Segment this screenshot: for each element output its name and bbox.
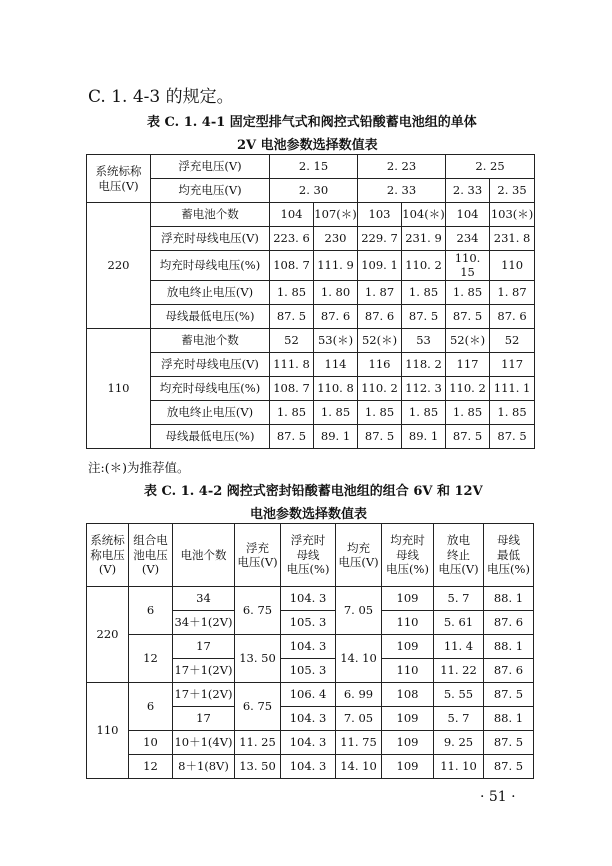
table2-cell-min-bus: 88. 1 — [484, 707, 534, 731]
table2-header-line: 组合电 — [133, 533, 168, 548]
table2-cell-equal-v: 6. 99 — [336, 683, 382, 707]
table1-row — [87, 328, 535, 352]
battery-combination-parameter-table — [86, 523, 534, 779]
table2-cell-sys: 220 — [87, 587, 129, 683]
table2-cell-equal-bus: 109 — [382, 755, 434, 779]
table2-cell-float-bus: 104. 3 — [281, 587, 336, 611]
table1-row-label: 蓄电池个数 — [151, 203, 270, 227]
table1-cell: 117 — [446, 352, 490, 376]
table1-cell: 229. 7 — [358, 227, 402, 251]
table2-cell-min-bus: 88. 1 — [484, 635, 534, 659]
table2-cell-min-bus: 87. 6 — [484, 611, 534, 635]
table1-cell: 87. 5 — [270, 304, 314, 328]
table1-cell: 1. 85 — [270, 400, 314, 424]
table1-cell: 87. 5 — [446, 424, 490, 448]
table1-float-value: 2. 15 — [270, 155, 358, 179]
table2-cell-equal-bus: 109 — [382, 707, 434, 731]
table1-row — [87, 227, 535, 251]
table2-cell-equal-bus: 110 — [382, 611, 434, 635]
table2-header-line: 电压(%) — [286, 562, 330, 577]
table2-cell-float-bus: 104. 3 — [281, 707, 336, 731]
table1-row — [87, 304, 535, 328]
table1-cell: 1. 85 — [270, 280, 314, 304]
table1-cell: 103 — [358, 203, 402, 227]
table2-cell-count: 17 — [173, 635, 235, 659]
table1-cell: 111. 8 — [270, 352, 314, 376]
table1-cell: 110 — [490, 251, 535, 281]
table2-header-line: 均充 — [347, 540, 370, 555]
table1-row-label: 蓄电池个数 — [151, 328, 270, 352]
table1-row-label: 放电终止电压(V) — [151, 400, 270, 424]
table1-cell: 87. 5 — [490, 424, 535, 448]
table1-cell: 110. 15 — [446, 251, 490, 281]
table2-cell-float-v: 13. 50 — [235, 755, 281, 779]
table1-row-label: 母线最低电压(%) — [151, 304, 270, 328]
table2-caption-line1: 表 C. 1. 4-2 阀控式密封铅酸蓄电池组的组合 6V 和 12V — [144, 484, 483, 499]
table2-header-cell — [382, 524, 434, 587]
table2-row — [87, 755, 534, 779]
table2-cell-end-v: 5. 61 — [434, 611, 484, 635]
table2-cell-comb: 10 — [129, 731, 173, 755]
table1-cell: 223. 6 — [270, 227, 314, 251]
table1-cell: 234 — [446, 227, 490, 251]
table2-cell-min-bus: 87. 5 — [484, 683, 534, 707]
table2-cell-equal-bus: 109 — [382, 731, 434, 755]
table1-cell: 104 — [446, 203, 490, 227]
intro-text: C. 1. 4-3 的规定。 — [88, 87, 234, 107]
table1-equal-value: 2. 35 — [490, 179, 535, 203]
table2-header-line: 电压(V) — [237, 555, 278, 569]
table1-cell: 108. 7 — [270, 251, 314, 281]
table1-cell: 1. 85 — [446, 400, 490, 424]
table2-caption-line2: 电池参数选择数值表 — [250, 507, 368, 522]
table1-cell: 110. 2 — [402, 251, 446, 281]
table2-cell-end-v: 11. 10 — [434, 755, 484, 779]
table2-header-row — [87, 524, 534, 587]
table1-row-label: 浮充时母线电压(V) — [151, 227, 270, 251]
table2-body — [87, 587, 534, 779]
table1-cell: 1. 85 — [402, 280, 446, 304]
table1-row — [87, 400, 535, 424]
table1-float-value: 2. 25 — [446, 155, 535, 179]
table1-cell: 108. 7 — [270, 376, 314, 400]
table2-cell-comb: 12 — [129, 755, 173, 779]
page-number: · 51 · — [480, 789, 516, 805]
table2-cell-float-v: 13. 50 — [235, 635, 281, 683]
table1-cell: 104 — [270, 203, 314, 227]
table1-equal-value: 2. 30 — [270, 179, 358, 203]
table2-cell-float-v: 11. 25 — [235, 731, 281, 755]
table1-cell: 231. 9 — [402, 227, 446, 251]
table2-cell-end-v: 5. 55 — [434, 683, 484, 707]
table2-header-cell — [87, 524, 129, 587]
table1-cell: 1. 80 — [314, 280, 358, 304]
table1-cell: 89. 1 — [314, 424, 358, 448]
table2-row — [87, 731, 534, 755]
table2-cell-min-bus: 87. 5 — [484, 731, 534, 755]
table2-cell-count: 17＋1(2V) — [173, 659, 235, 683]
table1-row-label: 均充时母线电压(%) — [151, 376, 270, 400]
table2-cell-float-v: 6. 75 — [235, 683, 281, 731]
table1-cell: 87. 6 — [490, 304, 535, 328]
table1-caption-line1: 表 C. 1. 4-1 固定型排气式和阀控式铅酸蓄电池组的单体 — [147, 115, 477, 130]
table2-cell-count: 8＋1(8V) — [173, 755, 235, 779]
table2-cell-count: 17 — [173, 707, 235, 731]
table2-header-line: 电压(%) — [386, 562, 429, 577]
table1-cell: 52 — [270, 328, 314, 352]
table2-header-line: 终止 — [447, 547, 470, 562]
table2-cell-comb: 6 — [129, 683, 173, 731]
table1-cell: 111. 9 — [314, 251, 358, 281]
table1-row-label: 浮充时母线电压(V) — [151, 352, 270, 376]
table2-header-line: 电压(V) — [438, 562, 479, 577]
battery-2v-parameter-table — [86, 154, 535, 449]
table1-corner-line2: 电压(V) — [98, 178, 139, 193]
table2-header-line: 系统标 — [90, 533, 125, 548]
table1-row — [87, 203, 535, 227]
table2-header-cell — [235, 524, 281, 587]
table2-cell-comb: 6 — [129, 587, 173, 635]
table2-cell-float-bus: 104. 3 — [281, 731, 336, 755]
table1-float-value: 2. 23 — [358, 155, 446, 179]
table1-cell: 52(＊) — [358, 328, 402, 352]
table1-body — [87, 203, 535, 449]
table1-equal-value: 2. 33 — [358, 179, 446, 203]
table2-cell-float-bus: 104. 3 — [281, 635, 336, 659]
table1-cell: 1. 85 — [490, 400, 535, 424]
table2-cell-min-bus: 88. 1 — [484, 587, 534, 611]
table2-header-cell — [281, 524, 336, 587]
table1-cell: 87. 5 — [446, 304, 490, 328]
table1-cell: 53 — [402, 328, 446, 352]
table1-row — [87, 424, 535, 448]
table1-row — [87, 251, 535, 281]
table1-cell: 1. 85 — [446, 280, 490, 304]
table2-cell-equal-v: 14. 10 — [336, 755, 382, 779]
table1-cell: 118. 2 — [402, 352, 446, 376]
table1-cell: 231. 8 — [490, 227, 535, 251]
table1-cell: 87. 5 — [270, 424, 314, 448]
table1-row — [87, 352, 535, 376]
table2-header-line: 放电 — [447, 533, 470, 548]
table1-cell: 1. 87 — [490, 280, 535, 304]
table1-cell: 111. 1 — [490, 376, 535, 400]
table2-cell-float-bus: 104. 3 — [281, 755, 336, 779]
table2-cell-float-bus: 105. 3 — [281, 659, 336, 683]
table1-equal-value: 2. 33 — [446, 179, 490, 203]
table2-header-line: 浮充时 — [290, 533, 326, 548]
table1-cell: 87. 5 — [402, 304, 446, 328]
table2-header-line: 电压(%) — [487, 562, 530, 577]
table2-cell-end-v: 11. 22 — [434, 659, 484, 683]
table1-system-voltage: 110 — [87, 328, 151, 448]
table1-cell: 52 — [490, 328, 535, 352]
table2-header-line: 母线 — [296, 547, 320, 562]
table2-header-line: 浮充 — [246, 540, 269, 555]
table2-cell-equal-v: 11. 75 — [336, 731, 382, 755]
table2-cell-equal-bus: 109 — [382, 587, 434, 611]
table2-cell-float-bus: 106. 4 — [281, 683, 336, 707]
table1-cell: 1. 85 — [358, 400, 402, 424]
table2-cell-end-v: 5. 7 — [434, 587, 484, 611]
table2-cell-min-bus: 87. 6 — [484, 659, 534, 683]
table2-cell-count: 34 — [173, 587, 235, 611]
table1-cell: 230 — [314, 227, 358, 251]
table1-cell: 87. 5 — [358, 424, 402, 448]
table1-row-label: 放电终止电压(V) — [151, 280, 270, 304]
table2-cell-equal-bus: 108 — [382, 683, 434, 707]
table2-header-cell — [129, 524, 173, 587]
table1-note: 注:(＊)为推荐值。 — [88, 460, 190, 475]
table2-header-line: 电压(V) — [338, 555, 379, 569]
table1-cell: 87. 6 — [314, 304, 358, 328]
table2-header-line: 母线 — [396, 547, 419, 562]
table1-cell: 110. 2 — [358, 376, 402, 400]
table1-corner-line1: 系统标称 — [95, 164, 142, 179]
table2-header-line: 称电压 — [90, 547, 125, 562]
table2-cell-count: 17＋1(2V) — [173, 683, 235, 707]
table2-cell-end-v: 9. 25 — [434, 731, 484, 755]
table1-cell: 1. 87 — [358, 280, 402, 304]
table1-row — [87, 280, 535, 304]
table2-row — [87, 635, 534, 659]
table1-cell: 107(＊) — [314, 203, 358, 227]
table2-cell-equal-v: 7. 05 — [336, 707, 382, 731]
table2-cell-equal-bus: 110 — [382, 659, 434, 683]
table1-cell: 112. 3 — [402, 376, 446, 400]
table1-cell: 110. 2 — [446, 376, 490, 400]
table1-cell: 1. 85 — [314, 400, 358, 424]
table2-header-line: 电池个数 — [180, 547, 227, 562]
table2-row — [87, 587, 534, 611]
table1-cell: 117 — [490, 352, 535, 376]
table2-header-cell — [434, 524, 484, 587]
table2-header-line: 母线 — [497, 533, 520, 548]
table2-header-line: 池电压 — [133, 547, 168, 562]
table1-cell: 53(＊) — [314, 328, 358, 352]
table1-cell: 103(＊) — [490, 203, 535, 227]
table1-row — [87, 376, 535, 400]
table1-caption-line2: 2V 电池参数选择数值表 — [237, 138, 378, 153]
table1-cell: 52(＊) — [446, 328, 490, 352]
table2-cell-end-v: 11. 4 — [434, 635, 484, 659]
table2-header-line: 均充时 — [390, 533, 425, 548]
table2-cell-equal-bus: 109 — [382, 635, 434, 659]
table2-header-line: 最低 — [497, 547, 520, 562]
table2-header-cell — [336, 524, 382, 587]
table2-cell-sys: 110 — [87, 683, 129, 779]
table2-header-cell — [173, 524, 235, 587]
table1-cell: 1. 85 — [402, 400, 446, 424]
table2-cell-end-v: 5. 7 — [434, 707, 484, 731]
table2-cell-comb: 12 — [129, 635, 173, 683]
table1-cell: 116 — [358, 352, 402, 376]
table1-cell: 87. 6 — [358, 304, 402, 328]
table2-cell-float-bus: 105. 3 — [281, 611, 336, 635]
table2-cell-count: 34＋1(2V) — [173, 611, 235, 635]
table2-cell-count: 10＋1(4V) — [173, 731, 235, 755]
table2-header-cell — [484, 524, 534, 587]
table2-cell-equal-v: 14. 10 — [336, 635, 382, 683]
table1-cell: 104(＊) — [402, 203, 446, 227]
table1-cell: 114 — [314, 352, 358, 376]
table1-float-label: 浮充电压(V) — [151, 155, 270, 179]
table1-cell: 110. 8 — [314, 376, 358, 400]
table1-cell: 109. 1 — [358, 251, 402, 281]
table2-cell-float-v: 6. 75 — [235, 587, 281, 635]
table1-equal-label: 均充电压(V) — [151, 179, 270, 203]
table1-cell: 89. 1 — [402, 424, 446, 448]
table1-row-label: 均充时母线电压(%) — [151, 251, 270, 281]
table2-cell-min-bus: 87. 5 — [484, 755, 534, 779]
table2-header-line: (V) — [141, 562, 160, 577]
table2-cell-equal-v: 7. 05 — [336, 587, 382, 635]
table2-header-line: (V) — [98, 562, 117, 577]
table1-corner-header — [87, 155, 151, 203]
table2-row — [87, 683, 534, 707]
table1-row-label: 母线最低电压(%) — [151, 424, 270, 448]
table1-system-voltage: 220 — [87, 203, 151, 329]
